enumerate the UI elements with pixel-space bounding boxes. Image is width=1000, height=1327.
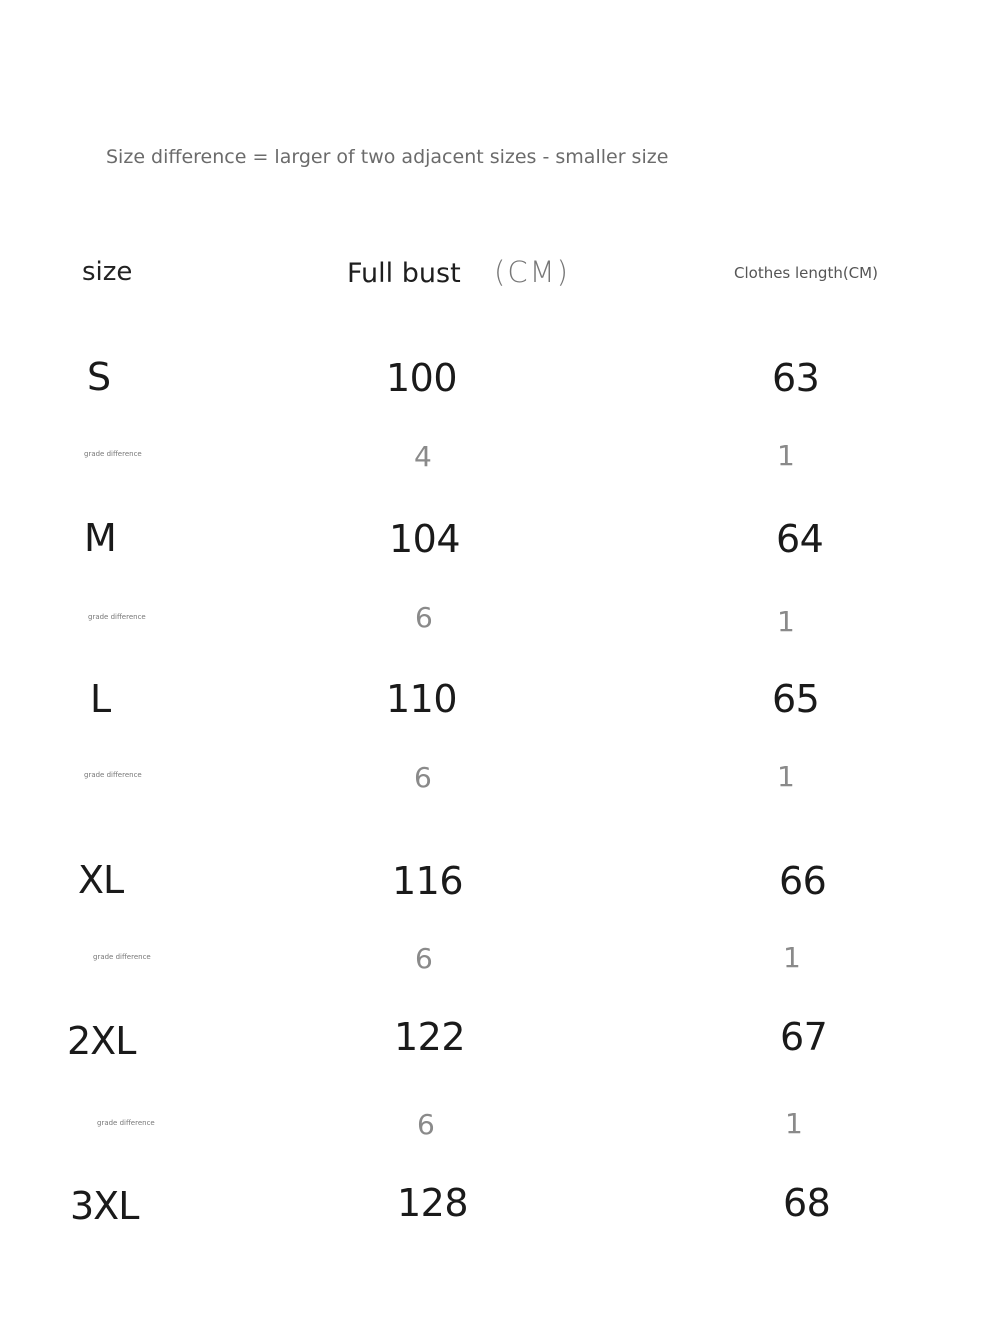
grade-difference-label: grade difference: [84, 450, 142, 458]
bust-difference: 6: [415, 601, 433, 634]
header-full-bust: Full bust: [347, 258, 461, 289]
length-value: 65: [772, 677, 820, 721]
length-difference: 1: [777, 439, 795, 472]
bust-value: 100: [386, 356, 458, 400]
bust-difference: 4: [414, 440, 432, 473]
length-difference: 1: [785, 1107, 803, 1140]
bust-value: 116: [392, 859, 464, 903]
length-value: 66: [779, 859, 827, 903]
grade-difference-label: grade difference: [84, 771, 142, 779]
size-label: 2XL: [67, 1019, 136, 1063]
size-label: 3XL: [70, 1184, 139, 1228]
bust-value: 104: [389, 517, 461, 561]
header-size: size: [82, 257, 133, 287]
grade-difference-label: grade difference: [97, 1119, 155, 1127]
length-difference: 1: [777, 760, 795, 793]
size-label: S: [87, 355, 111, 399]
length-value: 68: [783, 1181, 831, 1225]
length-difference: 1: [783, 941, 801, 974]
length-value: 63: [772, 356, 820, 400]
grade-difference-label: grade difference: [88, 613, 146, 621]
grade-difference-label: grade difference: [93, 953, 151, 961]
bust-difference: 6: [414, 761, 432, 794]
bust-value: 128: [397, 1181, 469, 1225]
bust-value: 110: [386, 677, 458, 721]
size-label: M: [84, 516, 116, 560]
length-value: 64: [776, 517, 824, 561]
bust-difference: 6: [415, 942, 433, 975]
header-full-bust-unit: (CM): [494, 255, 570, 289]
length-value: 67: [780, 1015, 828, 1059]
size-label: XL: [78, 858, 124, 902]
bust-difference: 6: [417, 1108, 435, 1141]
size-difference-note: Size difference = larger of two adjacent sizes - smaller size: [106, 146, 669, 168]
size-label: L: [90, 677, 111, 721]
length-difference: 1: [777, 605, 795, 638]
header-clothes-length: Clothes length(CM): [734, 264, 878, 282]
bust-value: 122: [394, 1015, 466, 1059]
